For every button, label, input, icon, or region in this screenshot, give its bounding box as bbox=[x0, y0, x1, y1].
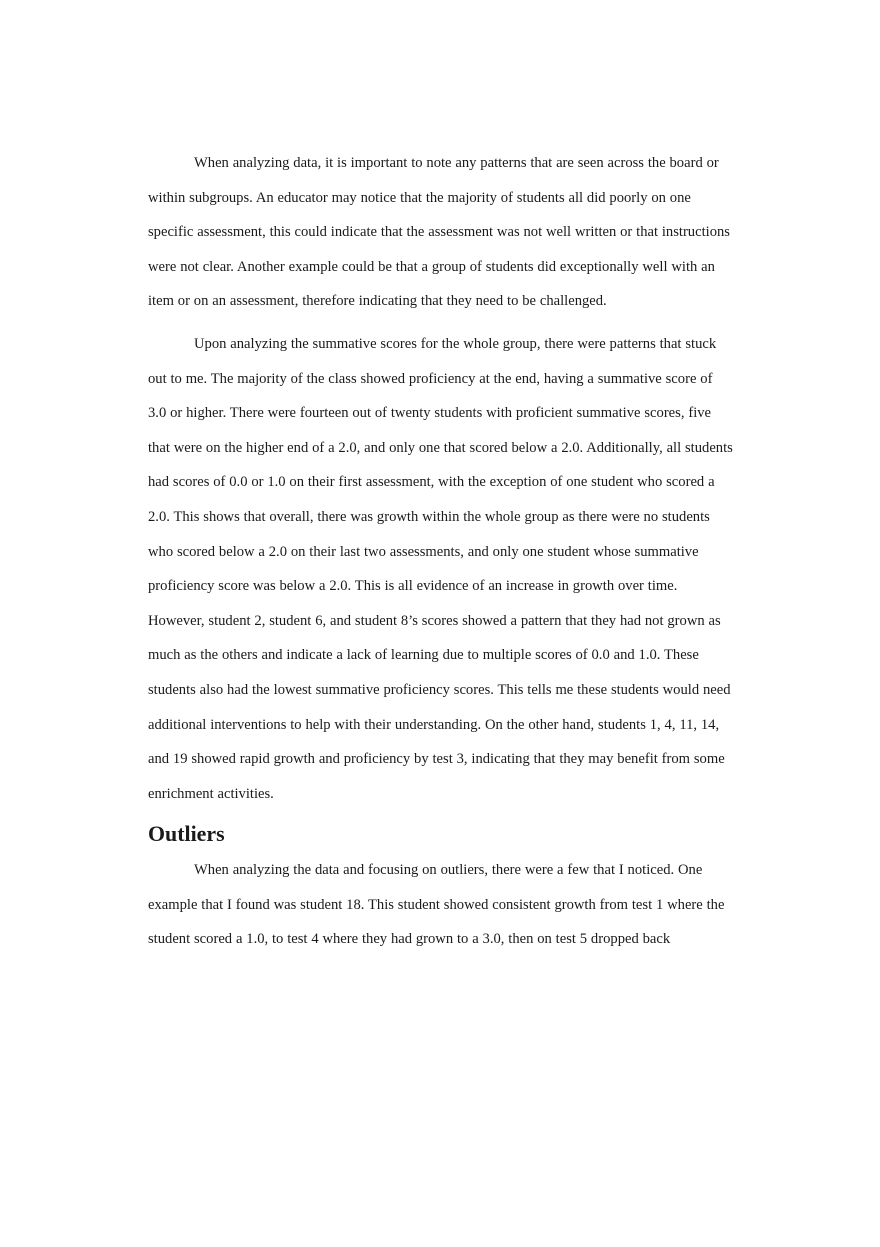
paragraph-summative-analysis: Upon analyzing the summative scores for the whole group, there were patterns that stuck out to me. The majority of the class showed proficiency at the end, having a summative score of 3.0 or higher. There were fourteen out of twenty students with proficient summative scores, five that were on the higher end of a 2.0, and only one that scored below a 2.0. Additionally, all students had scores of 0.0 or 1.0 on their first assessment, with the exception of one student who scored a 2.0. This shows that overall, there was growth within the whole group as there were no students who scored below a 2.0 on their last two assessments, and only one student whose summative proficiency score was below a 2.0. This is all evidence of an increase in growth over time. However, student 2, student 6, and student 8’s scores showed a pattern that they had not grown as much as the others and indicate a lack of learning due to multiple scores of 0.0 and 1.0. These students also had the lowest summative proficiency scores. This tells me these students would need additional interventions to help with their understanding. On the other hand, students 1, 4, 11, 14, and 19 showed rapid growth and proficiency by test 3, indicating that they may benefit from some enrichment activities. bbox=[148, 335, 733, 802]
paragraph-outliers: When analyzing the data and focusing on outliers, there were a few that I noticed. One example that I found was student 18. This student showed consistent growth from test 1 where the student scored a 1.0, to test 4 where they had grown to a 3.0, then on test 5 dropped back bbox=[148, 862, 725, 948]
section-heading-outliers: Outliers bbox=[148, 821, 225, 847]
document-body bbox=[148, 146, 733, 957]
paragraph-data-patterns: When analyzing data, it is important to note any patterns that are seen across the board or within subgroups. An educator may notice that the majority of students all did poorly on one specific assessment, this could indicate that the assessment was not well written or that instructions were not clear. Another example could be that a group of students did exceptionally well with an item or on an assessment, therefore indicating that they need to be challenged. bbox=[148, 155, 730, 310]
